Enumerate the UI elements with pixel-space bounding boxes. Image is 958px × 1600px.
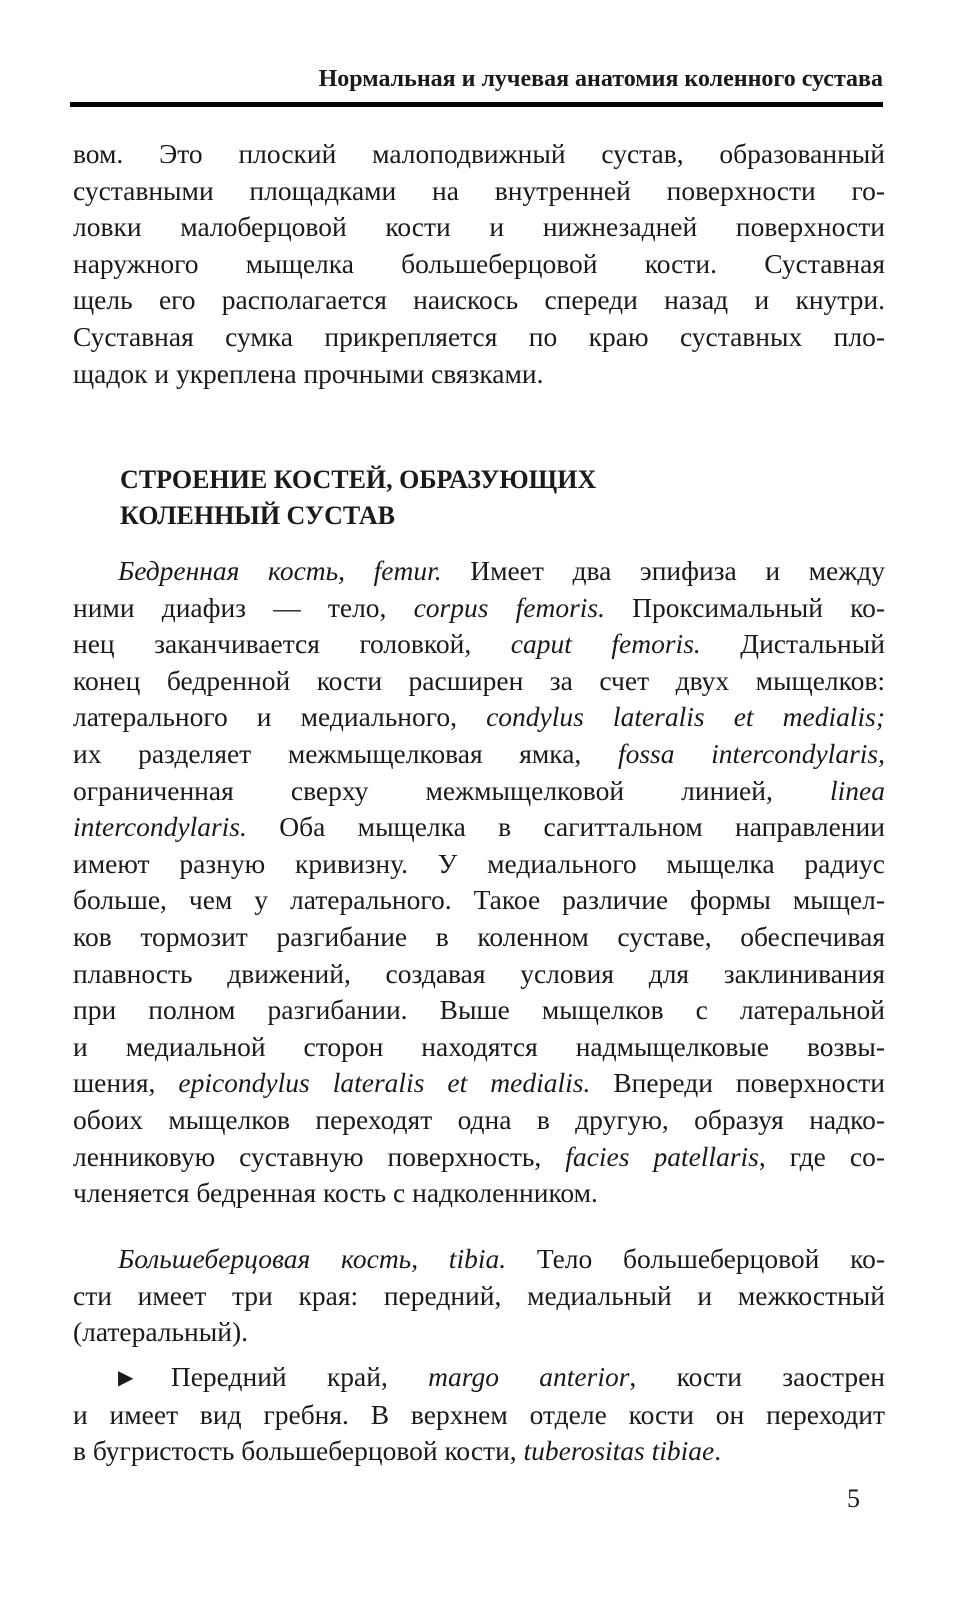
text-line: ними диафиз — тело, corpus femoris. Проксимальный ко-: [73, 591, 885, 623]
text-line: ограниченная сверху межмыщелковой линией, linea: [73, 774, 885, 806]
text-line: (латеральный).: [73, 1316, 249, 1348]
latin-term: corpus femoris.: [413, 591, 605, 623]
text-line: их разделяет межмыщелковая ямка, fossa intercondylaris,: [73, 737, 885, 769]
latin-term: epicondylus lateralis et medialis.: [178, 1067, 591, 1099]
heading-line: КОЛЕННЫЙ СУСТАВ: [120, 501, 396, 530]
text-line: сти имеет три края: передний, медиальный и межкостный: [73, 1279, 885, 1311]
text-line: ков тормозит разгибание в коленном суставе, обеспечивая: [73, 920, 885, 952]
latin-term: intercondylaris.: [73, 811, 247, 843]
text-line: при полном разгибании. Выше мыщелков с латеральной: [73, 994, 885, 1026]
section-heading: [120, 462, 596, 534]
paragraph-tibia: [73, 1241, 885, 1351]
header-rule: [70, 102, 883, 107]
paragraph-femur: [73, 553, 885, 1212]
latin-term: condylus lateralis et medialis;: [486, 701, 885, 733]
text-line: щель его располагается наискось спереди назад и кнутри.: [73, 284, 885, 316]
text-line: Бедренная кость, femur. Имеет два эпифиза и между: [118, 555, 886, 586]
text-line: ловки малоберцовой кости и нижнезадней поверхности: [73, 211, 885, 243]
text-line: наружного мыщелка большеберцовой кости. Суставная: [73, 247, 885, 279]
latin-term: margo anterior: [428, 1361, 630, 1392]
text-line: в бугристость большеберцовой кости, tuberositas tibiae.: [73, 1435, 722, 1467]
text-line: Большеберцовая кость, tibia. Тело большеберцовой ко-: [118, 1243, 885, 1274]
text-line: и имеет вид гребня. В верхнем отделе кости он переходит: [73, 1398, 885, 1430]
latin-term: Большеберцовая кость, tibia.: [118, 1243, 507, 1274]
latin-term: tuberositas tibiae: [523, 1435, 715, 1467]
text-line: плавность движений, создавая условия для заклинивания: [73, 957, 885, 989]
text-line: больше, чем у латерального. Такое различие формы мыщел-: [73, 884, 885, 916]
paragraph-bullet: [73, 1359, 885, 1470]
text-line: intercondylaris. Оба мыщелка в сагиттальном направлении: [73, 811, 885, 843]
text-line: латерального и медиального, condylus lateralis et medialis;: [73, 701, 885, 733]
text-line: шения, epicondylus lateralis et medialis. Впереди поверхности: [73, 1067, 886, 1099]
latin-term: facies patellaris: [565, 1140, 759, 1172]
text-line: конец бедренной кости расширен за счет двух мыщелков:: [73, 664, 885, 696]
text-line: щадок и укреплена прочными связками.: [73, 357, 544, 389]
text-line: членяется бедренная кость с надколенником.: [73, 1177, 598, 1209]
text-line: Суставная сумка прикрепляется по краю суставных пло-: [73, 320, 885, 352]
text-line: ▶ Передний край, margo anterior, кости заострен: [118, 1361, 885, 1392]
text-line: имеют разную кривизну. У медиального мыщелка радиус: [73, 847, 885, 879]
text-line: нец заканчивается головкой, caput femoris. Дистальный: [73, 628, 885, 660]
latin-term: linea: [830, 774, 885, 806]
text-line: ленниковую суставную поверхность, facies patellaris, где со-: [73, 1140, 885, 1172]
heading-line: СТРОЕНИЕ КОСТЕЙ, ОБРАЗУЮЩИХ: [120, 465, 597, 494]
text-line: и медиальной сторон находятся надмыщелковые возвы-: [73, 1030, 885, 1062]
running-header: Нормальная и лучевая анатомия коленного сустава: [318, 66, 883, 92]
latin-term: caput femoris.: [510, 628, 701, 660]
page-number: 5: [847, 1484, 860, 1513]
latin-term: fossa intercondylaris: [617, 737, 879, 769]
text-line: вом. Это плоский малоподвижный сустав, образованный: [73, 138, 885, 169]
bullet-icon: ▶: [118, 1367, 167, 1389]
text-line: суставными площадками на внутренней поверхности го-: [73, 174, 885, 206]
latin-term: Бедренная кость, femur.: [118, 555, 442, 586]
text-line: обоих мыщелков переходят одна в другую, образуя надко-: [73, 1103, 885, 1135]
paragraph-1: [73, 136, 885, 392]
